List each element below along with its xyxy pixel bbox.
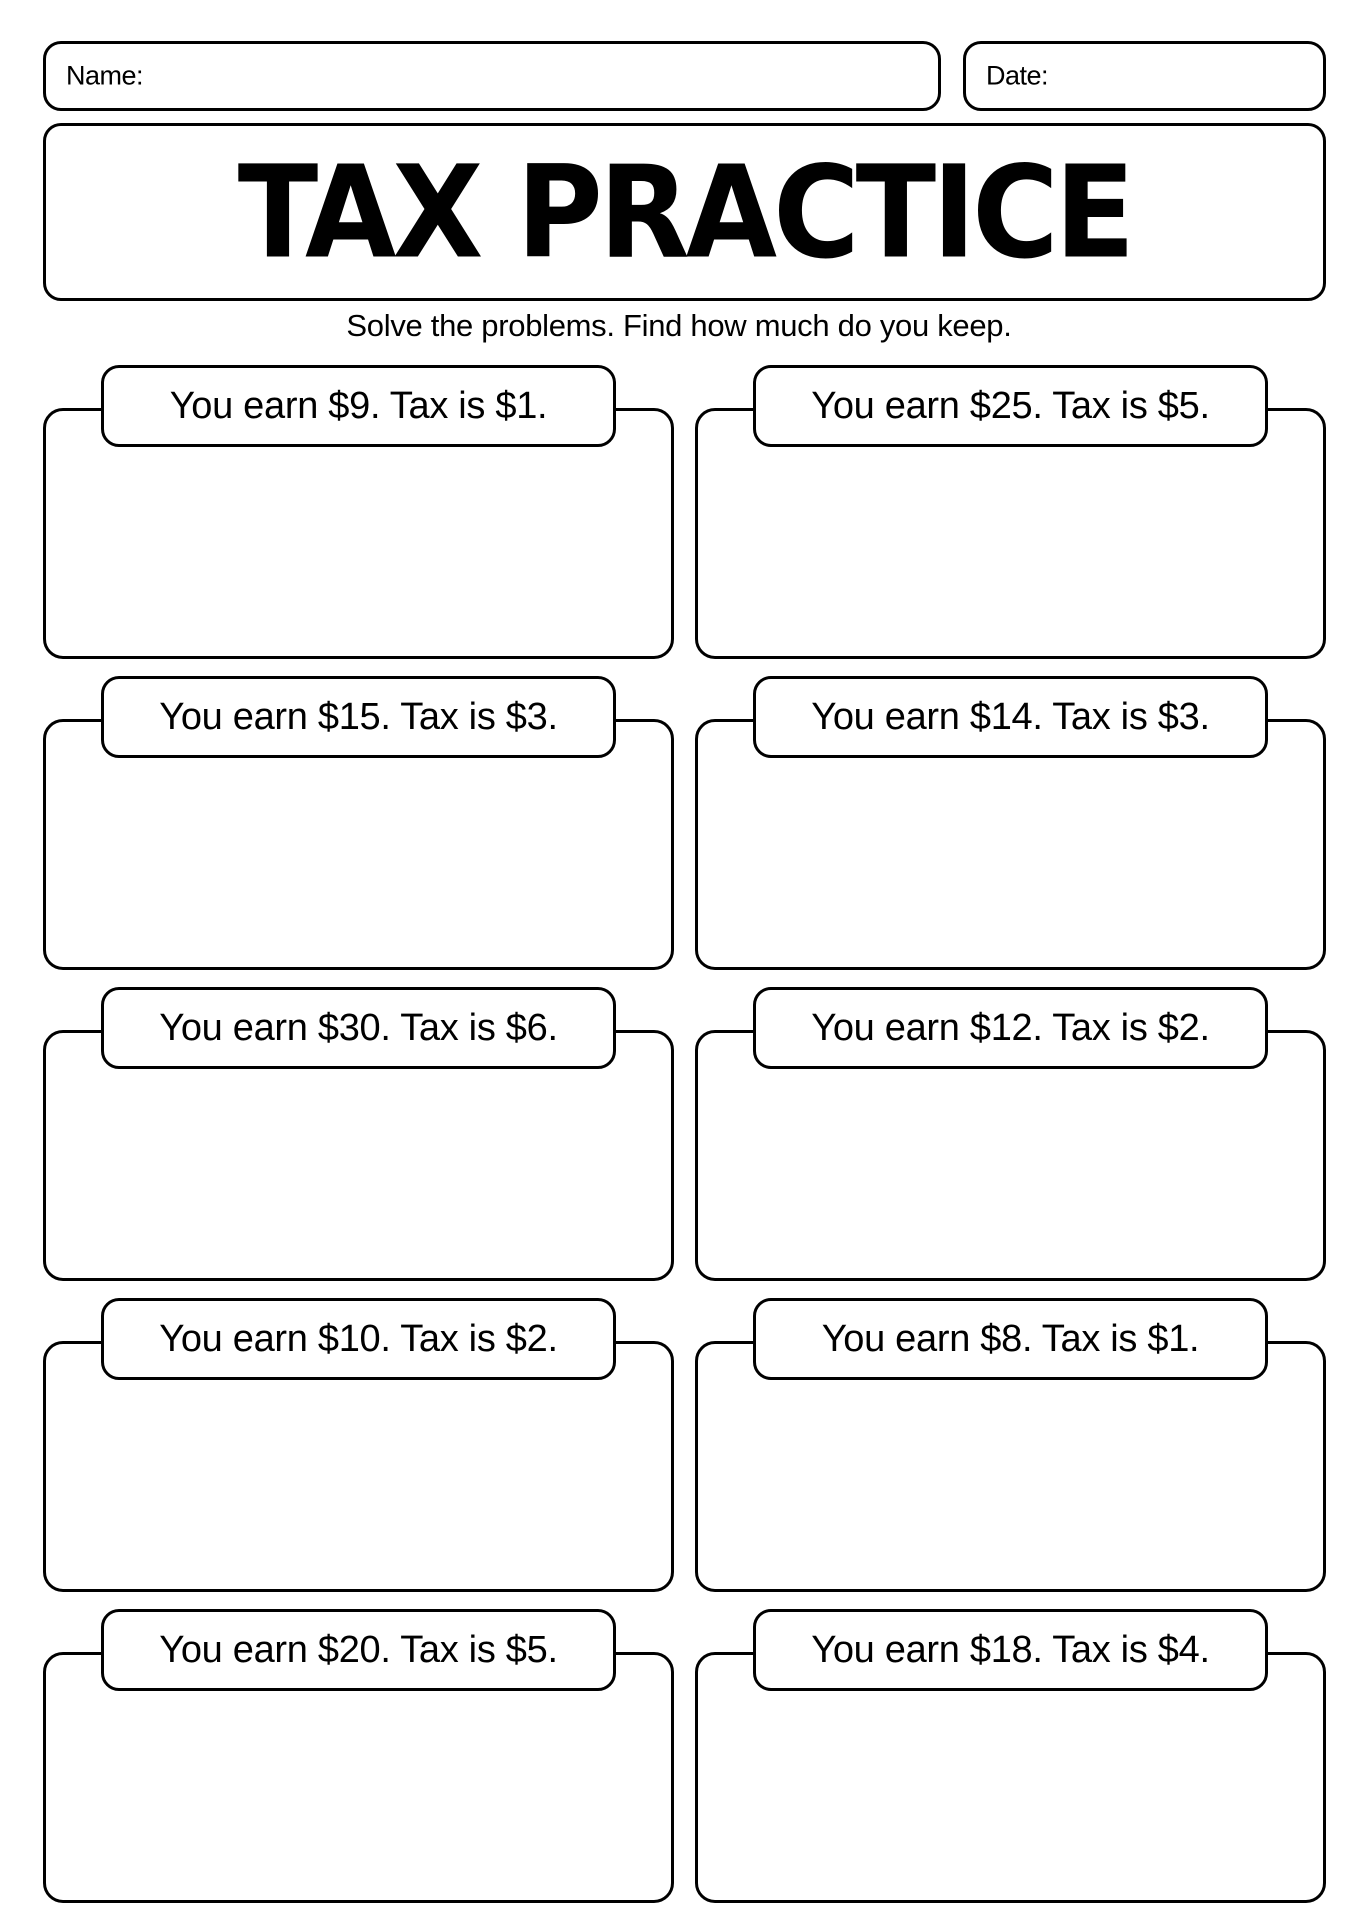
problem-card xyxy=(43,987,674,1281)
title-banner xyxy=(43,123,1326,301)
problem-text: You earn $10. Tax is $2. xyxy=(159,1317,558,1360)
answer-area[interactable] xyxy=(708,1439,1313,1579)
date-field[interactable] xyxy=(963,41,1326,111)
problem-text: You earn $12. Tax is $2. xyxy=(811,1006,1210,1049)
answer-area[interactable] xyxy=(708,1750,1313,1890)
problem-card xyxy=(43,676,674,970)
problem-label xyxy=(753,1298,1268,1380)
answer-area[interactable] xyxy=(56,1439,661,1579)
instructions: Solve the problems. Find how much do you keep. xyxy=(346,308,1012,343)
problem-label xyxy=(753,365,1268,447)
answer-area[interactable] xyxy=(56,1750,661,1890)
problem-label xyxy=(101,987,616,1069)
problem-card xyxy=(43,365,674,659)
problem-text: You earn $30. Tax is $6. xyxy=(159,1006,558,1049)
problem-card xyxy=(43,1609,674,1903)
problem-label xyxy=(753,987,1268,1069)
problem-label xyxy=(753,676,1268,758)
name-label: Name: xyxy=(66,60,144,91)
answer-area[interactable] xyxy=(708,817,1313,957)
problem-text: You earn $15. Tax is $3. xyxy=(159,695,558,738)
problem-label xyxy=(101,1298,616,1380)
problem-text: You earn $25. Tax is $5. xyxy=(811,384,1210,427)
problem-card xyxy=(695,365,1326,659)
problem-card xyxy=(695,676,1326,970)
page-title: TAX PRACTICE xyxy=(237,137,1132,287)
problem-text: You earn $9. Tax is $1. xyxy=(169,384,548,427)
problem-label xyxy=(101,1609,616,1691)
answer-area[interactable] xyxy=(56,506,661,646)
problem-card xyxy=(695,1609,1326,1903)
problem-card xyxy=(43,1298,674,1592)
problem-text: You earn $20. Tax is $5. xyxy=(159,1628,558,1671)
problem-text: You earn $8. Tax is $1. xyxy=(821,1317,1200,1360)
answer-area[interactable] xyxy=(56,1128,661,1268)
problem-text: You earn $18. Tax is $4. xyxy=(811,1628,1210,1671)
answer-area[interactable] xyxy=(708,1128,1313,1268)
problem-card xyxy=(695,1298,1326,1592)
answer-area[interactable] xyxy=(56,817,661,957)
answer-area[interactable] xyxy=(708,506,1313,646)
problem-card xyxy=(695,987,1326,1281)
name-field[interactable] xyxy=(43,41,941,111)
problem-text: You earn $14. Tax is $3. xyxy=(811,695,1210,738)
date-label: Date: xyxy=(986,60,1049,91)
problem-label xyxy=(101,676,616,758)
problem-label xyxy=(753,1609,1268,1691)
problem-label xyxy=(101,365,616,447)
